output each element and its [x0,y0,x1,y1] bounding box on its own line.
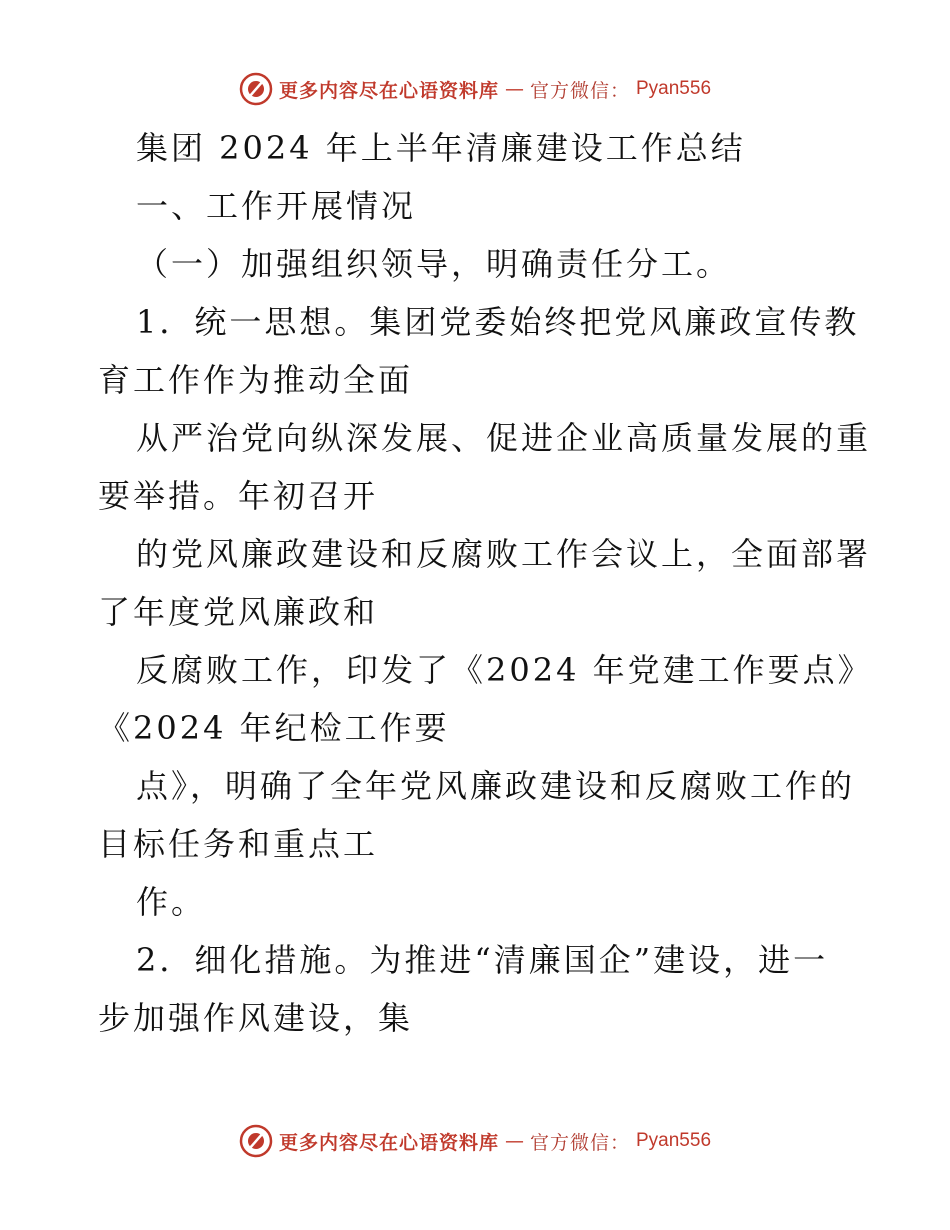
paragraph-line: 育工作作为推动全面 [98,361,414,399]
banner-wechat-label: 官方微信： [529,79,630,102]
paragraph-line: 目标任务和重点工 [98,825,379,863]
paragraph-line: 2．细化措施。为推进“清廉国企”建设，进一 [136,941,829,979]
paragraph-line: 反腐败工作，印发了《2024 年党建工作要点》 [136,651,873,689]
subsection-heading: （一）加强组织领导，明确责任分工。 [136,245,732,283]
paragraph-line: 《2024 年纪检工作要 [98,709,450,747]
paragraph-line: 步加强作风建设，集 [98,999,414,1037]
header-banner [0,72,950,106]
footer-banner [0,1124,950,1158]
banner-wechat-label: 官方微信： [529,1131,630,1154]
logo-icon [239,1124,273,1158]
paragraph-line: 点》，明确了全年党风廉政建设和反腐败工作的 [136,767,856,805]
banner-lead-text: 更多内容尽在心语资料库 [278,1131,499,1154]
logo-icon [239,72,273,106]
paragraph-line: 1．统一思想。集团党委始终把党风廉政宣传教 [136,303,860,341]
banner-dash: — [504,78,524,100]
banner-lead-text: 更多内容尽在心语资料库 [278,79,499,102]
paragraph-line: 了年度党风廉政和 [98,593,379,631]
banner-wechat-id: Pyan556 [636,78,712,99]
document-title: 集团 2024 年上半年清廉建设工作总结 [136,129,746,167]
paragraph-line: 要举措。年初召开 [98,477,379,515]
paragraph-line: 作。 [136,883,207,921]
section-heading: 一、工作开展情况 [136,187,417,225]
paragraph-line: 的党风廉政建设和反腐败工作会议上，全面部署 [136,535,872,573]
paragraph-line: 从严治党向纵深发展、促进企业高质量发展的重 [136,419,872,457]
banner-dash: — [504,1130,524,1152]
banner-wechat-id: Pyan556 [636,1130,712,1151]
